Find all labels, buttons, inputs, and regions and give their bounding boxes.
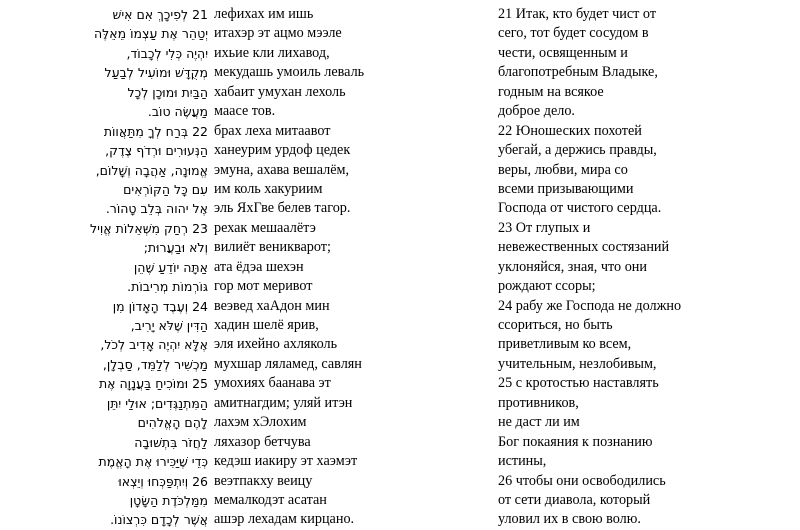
russian-text: учительным, незлобивым, [498,355,657,372]
transliteration-text: умохиях баанава эт [214,375,331,392]
hebrew-text: אֲשֶׁר לְכָדָם כִּרְצוֹנוֹ. [110,512,208,528]
hebrew-text: אֱמוּנָה, אַהֲבָה וְשָׁלוֹם, [95,162,208,178]
russian-text: веры, любви, мира со [498,161,628,178]
hebrew-text: יִהְיֶה כְּלִי לְכָבוֹד, [126,45,208,61]
hebrew-text: מִמַּלְכֹּדֶת הַשָּׂטָן [129,492,208,508]
transliteration-text: ата ёдэа шехэн [214,258,304,275]
russian-text: истины, [498,453,547,470]
russian-text: Бог покаяния к познанию [498,433,653,450]
hebrew-text: מַעֲשֶׂה טוֹב. [147,104,208,120]
text-line [0,297,800,316]
text-line [0,102,800,121]
hebrew-text: 26 וְיִתְפַּכְּחוּ וְיֵצְאוּ [118,473,208,489]
hebrew-text: אַתָּה יוֹדֵעַ שֶׁהֵן [133,259,208,275]
transliteration-text: хабаит умухан лехоль [214,83,346,100]
russian-text: ссориться, но быть [498,317,613,333]
hebrew-text: לַחֲזֹר בִּתְשׁוּבָה [134,434,208,450]
hebrew-text: אֶלָּא יִהְיֶה אָדִיב לְכֹל, [100,337,208,353]
transliteration-text: рехак мешаалётэ [214,219,316,236]
transliteration-text: эль ЯхГве белев тагор. [214,200,351,217]
russian-text: от сети диавола, который [498,491,651,508]
hebrew-text: 21 לְפִיכָךְ אִם אִישׁ [112,7,208,22]
transliteration-text: ханеурим урдоф цедек [214,142,351,159]
text-line [0,394,800,413]
transliteration-text: эля ихейно ахляколь [214,336,338,353]
transliteration-text: им коль хакуриим [214,180,323,197]
transliteration-text: ашэр лехадам кирцано. [214,511,355,528]
text-line [0,238,800,257]
text-line [0,413,800,432]
text-line [0,83,800,102]
hebrew-text: 24 וְעֶבֶד הָאָדוֹן מִן [112,298,208,314]
hebrew-text: עִם כָּל הַקּוֹרְאִים [123,181,208,197]
transliteration-text: веэтпакху веицу [214,472,313,489]
hebrew-text: לָהֶם הָאֱלֹהִים [137,415,208,431]
text-line [0,44,800,63]
hebrew-text: הַמִּתְנַגְּדִים; אוּלַי יִתֵּן [106,395,208,411]
hebrew-text: הַנְּעוּרִים וּרְדֹף צֶדֶק, [105,143,208,159]
text-line [0,374,800,393]
hebrew-text: אֶל יהוה בְּלֵב טָהוֹר. [105,201,208,217]
russian-text: уловил их в свою волю. [498,511,641,528]
transliteration-text: мемалкодэт асатан [214,491,327,508]
text-line [0,180,800,199]
text-line [0,199,800,218]
transliteration-text: итахэр эт ацмо мээле [214,25,342,42]
russian-text: Господа от чистого сердца. [498,200,662,217]
russian-text: 26 чтобы они освободились [498,472,666,489]
russian-text: приветливым ко всем, [498,336,632,353]
text-line [0,122,800,141]
text-line [0,277,800,296]
transliteration-text: ихьие кли лихавод, [214,44,330,61]
text-line [0,433,800,452]
text-line [0,24,800,43]
hebrew-text: גּוֹרְמוֹת מְרִיבוֹת. [127,279,208,295]
text-line [0,5,800,24]
russian-text: чести, освященным и [498,44,628,61]
transliteration-text: ляхазор бетчува [214,433,311,450]
hebrew-text: מַכְשִׁיר לְלַמֵּד, סַבְלָן, [102,356,208,372]
hebrew-text: הַבַּיִת וּמוּכָן לְכָל [127,84,208,100]
text-line [0,355,800,374]
transliteration-text: мухшар ляламед, савлян [214,355,362,372]
russian-text: 24 рабу же Господа не должно [498,297,682,314]
text-line [0,335,800,354]
russian-text: благопотребным Владыке, [498,64,658,81]
text-line [0,63,800,82]
russian-text: 21 Итак, кто будет чист от [498,6,657,22]
hebrew-text: כְּדֵי שֶׁיַּכִּירוּ אֶת הָאֱמֶת [98,454,208,470]
russian-text: доброе дело. [498,103,575,120]
transliteration-text: лахэм хЭлохим [214,414,307,431]
transliteration-text: маасе тов. [214,103,276,120]
russian-text: рождают ссоры; [498,278,596,295]
hebrew-text: 23 רְחַק מִשְּׁאֵלוֹת אֱוִיל [90,220,208,236]
russian-text: всеми призывающими [498,180,634,197]
hebrew-text: 25 וּמוֹכִיחַ בַּעֲנָוָה אֶת [98,376,208,392]
hebrew-text: מְקֻדָּשׁ וּמוֹעִיל לְבַעַל [104,65,208,81]
text-line [0,161,800,180]
text-line [0,510,800,529]
transliteration-text: мекудашь умоиль леваль [214,64,365,81]
transliteration-text: гор мот меривот [214,278,313,295]
hebrew-text: 22 בְּרַח לְךָ מִתַּאֲווֹת [103,123,208,139]
russian-text: годным на всякое [498,83,604,100]
hebrew-text: יְטַהֵר אֶת עַצְמוֹ מֵאֵלֶּה [94,26,208,42]
russian-text: уклоняйся, зная, что они [498,258,647,275]
transliteration-text: лефихах им ишь [214,6,314,22]
verse-lines [0,5,800,530]
text-line [0,491,800,510]
russian-text: 25 с кротостью наставлять [498,375,659,392]
russian-text: 22 Юношеских похотей [498,122,642,139]
transliteration-text: вилиёт веникварот; [214,239,331,256]
transliteration-text: брах леха митаавот [214,122,331,139]
russian-text: не даст ли им [498,414,580,431]
hebrew-text: וְלֹא וּבַעֲרוּת; [143,240,208,256]
russian-text: 23 От глупых и [498,219,591,236]
transliteration-text: эмуна, ахава вешалём, [214,161,350,178]
russian-text: сего, тот будет сосудом в [498,25,649,42]
transliteration-text: веэвед хаАдон мин [214,297,330,314]
hebrew-text: הַדִּין שֶׁלֹּא יָרִיב, [130,318,208,333]
text-line [0,472,800,491]
transliteration-text: амитнагдим; уляй итэн [214,394,353,411]
transliteration-text: хадин шелё ярив, [214,317,319,333]
russian-text: невежественных состязаний [498,239,670,256]
text-line [0,316,800,335]
transliteration-text: кедэш иакиру эт хаэмэт [214,453,358,470]
russian-text: убегай, а держись правды, [498,142,657,159]
russian-text: противников, [498,394,579,411]
text-line [0,219,800,238]
text-line [0,258,800,277]
text-line [0,141,800,160]
text-line [0,452,800,471]
